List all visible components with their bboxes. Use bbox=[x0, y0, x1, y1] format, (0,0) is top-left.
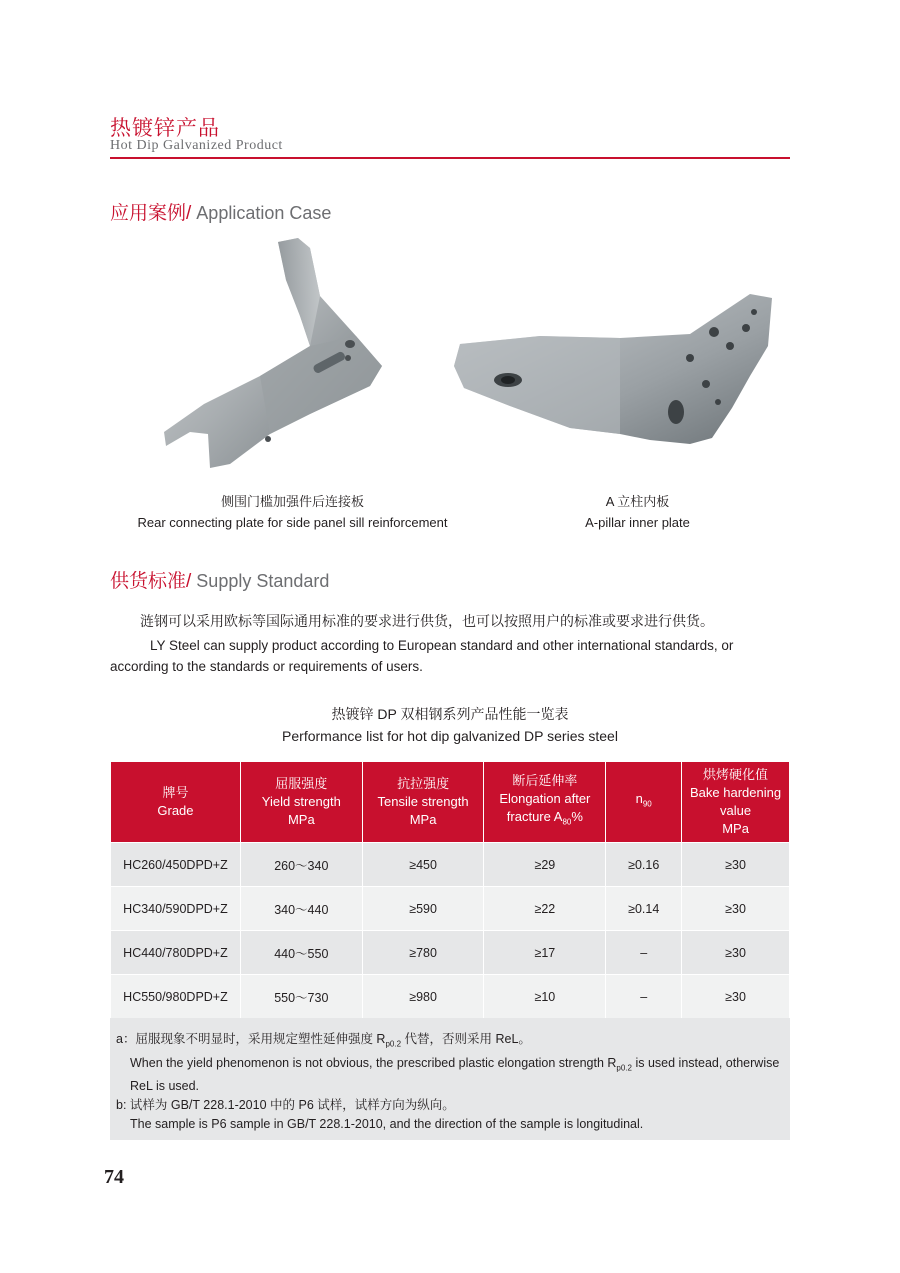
performance-table bbox=[110, 761, 790, 1019]
table-title-cn: 热镀锌 DP 双相钢系列产品性能一览表 bbox=[331, 706, 569, 722]
supply-title-en: Supply Standard bbox=[191, 571, 330, 591]
application-title-cn: 应用案例 bbox=[110, 202, 187, 224]
cell-yield: 340～440 bbox=[240, 887, 362, 931]
cell-grade: HC340/590DPD+Z bbox=[111, 887, 241, 931]
cell-tensile: ≥980 bbox=[362, 975, 484, 1019]
cell-yield: 440～550 bbox=[240, 931, 362, 975]
table-row bbox=[111, 931, 790, 975]
case-caption-cn: A 立柱内板 bbox=[605, 494, 670, 509]
note-a-en: When the yield phenomenon is not obvious, the prescribed plastic elongation strength $R_{p0.2}$ is used instead, otherwise ReL is used. bbox=[130, 1055, 780, 1093]
note-b-cn: b: 试样为 GB/T 228.1-2010 中的 P6 试样，试样方向为纵向。 bbox=[116, 1098, 455, 1112]
cell-tensile: ≥780 bbox=[362, 931, 484, 975]
cell-tensile: ≥450 bbox=[362, 843, 484, 887]
table-row bbox=[111, 887, 790, 931]
cell-yield: 550～730 bbox=[240, 975, 362, 1019]
cell-n90: ≥0.14 bbox=[606, 887, 682, 931]
application-title-en: Application Case bbox=[191, 203, 332, 223]
cell-n90: – bbox=[606, 931, 682, 975]
cell-elongation: ≥17 bbox=[484, 931, 606, 975]
table-notes bbox=[110, 1018, 790, 1140]
supply-section-title bbox=[110, 566, 329, 593]
cell-yield: 260～340 bbox=[240, 843, 362, 887]
cell-elongation: ≥10 bbox=[484, 975, 606, 1019]
supply-text-cn: 涟钢可以采用欧标等国际通用标准的要求进行供货，也可以按照用户的标准或要求进行供货。 bbox=[140, 614, 714, 630]
cell-grade: HC440/780DPD+Z bbox=[111, 931, 241, 975]
table-title-en: Performance list for hot dip galvanized DP series steel bbox=[282, 728, 618, 744]
note-a-cn: a：屈服现象不明显时，采用规定塑性延伸强度 $R_{p0.2}$ 代替，否则采用 ReL。 bbox=[116, 1032, 531, 1049]
column-header-grade: 牌号 Grade bbox=[111, 762, 241, 843]
cell-bake-hardening: ≥30 bbox=[682, 931, 790, 975]
table-header-row bbox=[111, 762, 790, 843]
header-title-cn: 热镀锌产品 bbox=[110, 116, 220, 140]
header-divider bbox=[110, 157, 790, 159]
supply-text-en: LY Steel can supply product according to European standard and other international standards, or according to the standards or requirements of users. bbox=[110, 638, 734, 674]
supply-title-separator: / bbox=[186, 571, 192, 592]
column-header-elongation: 断后延伸率 Elongation after fracture $A_{80}\%$ bbox=[484, 762, 606, 843]
supply-title-cn: 供货标准 bbox=[110, 570, 187, 592]
cell-elongation: ≥29 bbox=[484, 843, 606, 887]
note-b-en: The sample is P6 sample in GB/T 228.1-2010, and the direction of the sample is longitudinal. bbox=[130, 1117, 644, 1131]
page-number: 74 bbox=[104, 1166, 124, 1188]
column-header-bake-hardening: 烘烤硬化值 Bake hardening value MPa bbox=[682, 762, 790, 843]
cell-grade: HC550/980DPD+Z bbox=[111, 975, 241, 1019]
case-caption-cn: 侧围门槛加强件后连接板 bbox=[220, 494, 364, 509]
cell-bake-hardening: ≥30 bbox=[682, 887, 790, 931]
cell-n90: ≥0.16 bbox=[606, 843, 682, 887]
cell-tensile: ≥590 bbox=[362, 887, 484, 931]
column-header-n90: $n_{90}$ bbox=[606, 762, 682, 843]
column-header-yield-strength: 屈服强度 Yield strength MPa bbox=[240, 762, 362, 843]
application-title-separator: / bbox=[186, 203, 192, 224]
rear-connecting-plate-image bbox=[160, 236, 390, 476]
table-row bbox=[111, 843, 790, 887]
cell-elongation: ≥22 bbox=[484, 887, 606, 931]
application-section-title bbox=[110, 198, 331, 225]
cell-bake-hardening: ≥30 bbox=[682, 843, 790, 887]
case-caption-en: Rear connecting plate for side panel sill reinforcement bbox=[137, 515, 448, 530]
cell-n90: – bbox=[606, 975, 682, 1019]
cell-bake-hardening: ≥30 bbox=[682, 975, 790, 1019]
cell-grade: HC260/450DPD+Z bbox=[111, 843, 241, 887]
column-header-tensile-strength: 抗拉强度 Tensile strength MPa bbox=[362, 762, 484, 843]
case-caption-rear-connecting-plate bbox=[130, 491, 455, 533]
header-title-en: Hot Dip Galvanized Product bbox=[110, 138, 283, 153]
table-row bbox=[111, 975, 790, 1019]
case-caption-en: A-pillar inner plate bbox=[585, 515, 690, 530]
a-pillar-inner-plate-image bbox=[450, 286, 780, 446]
case-caption-a-pillar bbox=[550, 491, 725, 533]
